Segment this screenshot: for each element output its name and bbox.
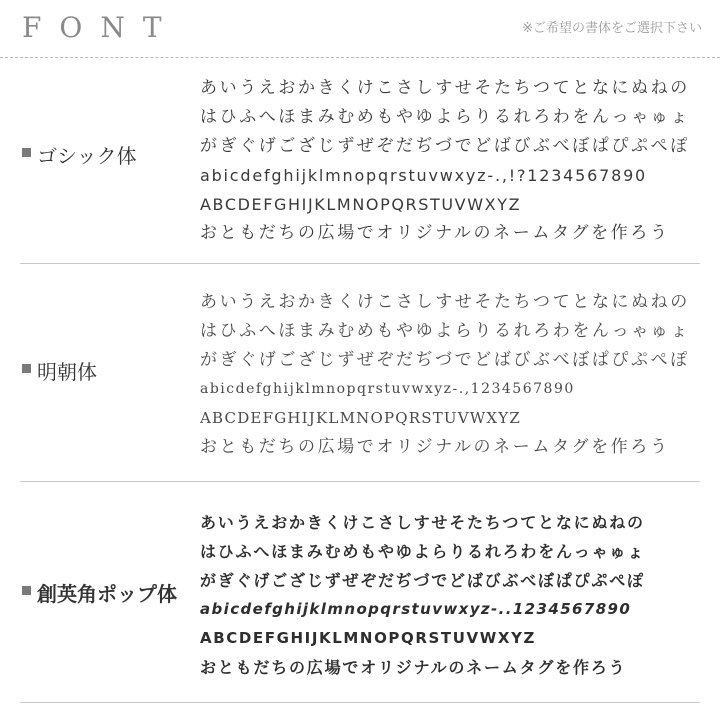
font-name: 創英角ポップ体 xyxy=(37,582,177,606)
square-bullet-icon xyxy=(22,148,31,157)
font-label-pop xyxy=(22,578,177,607)
sample-line-dakuten: がぎぐげござじずぜぞだぢづでどばびぶべぼぱぴぷぺぽ xyxy=(200,350,690,370)
selection-note: ※ご希望の書体をご選択下さい xyxy=(522,21,702,36)
sample-line-hiragana-2: はひふへほまみむめもやゆよらりるれろわをんっゃゅょ xyxy=(200,542,646,561)
font-sample-gothic xyxy=(200,74,700,248)
sample-line-hiragana-2: はひふへほまみむめもやゆよらりるれろわをんっゃゅょ xyxy=(200,107,690,127)
sample-line-lowercase: abicdefghijklmnopqrstuvwxyz-.,!?1234567890 xyxy=(200,166,648,185)
sample-line-lowercase: abicdefghijklmnopqrstuvwxyz-..1234567890 xyxy=(200,600,632,618)
font-label-gothic xyxy=(22,140,137,169)
font-name: ゴシック体 xyxy=(37,144,137,168)
font-section-pop xyxy=(0,482,720,706)
font-sample-mincho xyxy=(200,288,700,462)
page-title: FONT xyxy=(22,11,180,44)
square-bullet-icon xyxy=(22,586,31,595)
section-divider xyxy=(20,702,700,703)
sample-line-hiragana-1: あいうえおかきくけこさしすせそたちつてとなにぬねの xyxy=(200,292,690,312)
sample-line-dakuten: がぎぐげござじずぜぞだぢづでどばびぶべぼぱぴぷぺぽ xyxy=(200,136,690,156)
sample-line-uppercase: ABCDEFGHIJKLMNOPQRSTUVWXYZ xyxy=(200,629,537,647)
font-sample-pop xyxy=(200,508,700,682)
sample-line-phrase: おともだちの広場でオリジナルのネームタグを作ろう xyxy=(200,437,670,457)
header xyxy=(0,0,720,58)
sample-line-dakuten: がぎぐげござじずぜぞだぢづでどばびぶべぼぱぴぷぺぽ xyxy=(200,571,645,590)
sample-line-phrase: おともだちの広場でオリジナルのネームタグを作ろう xyxy=(200,658,627,677)
sample-line-hiragana-1: あいうえおかきくけこさしすせそたちつてとなにぬねの xyxy=(200,78,690,98)
font-section-gothic xyxy=(0,58,720,264)
sample-line-uppercase: ABCDEFGHIJKLMNOPQRSTUVWXYZ xyxy=(200,195,522,214)
font-section-mincho xyxy=(0,264,720,482)
sample-line-phrase: おともだちの広場でオリジナルのネームタグを作ろう xyxy=(200,223,670,243)
sample-line-hiragana-1: あいうえおかきくけこさしすせそたちつてとなにぬねの xyxy=(200,513,645,532)
sample-line-hiragana-2: はひふへほまみむめもやゆよらりるれろわをんっゃゅょ xyxy=(200,321,690,341)
sample-line-uppercase: ABCDEFGHIJKLMNOPQRSTUVWXYZ xyxy=(200,409,522,427)
font-name: 明朝体 xyxy=(37,360,97,384)
sample-line-lowercase: abicdefghijklmnopqrstuvwxyz-.,1234567890 xyxy=(200,381,575,397)
font-label-mincho xyxy=(22,356,97,385)
square-bullet-icon xyxy=(22,364,31,373)
